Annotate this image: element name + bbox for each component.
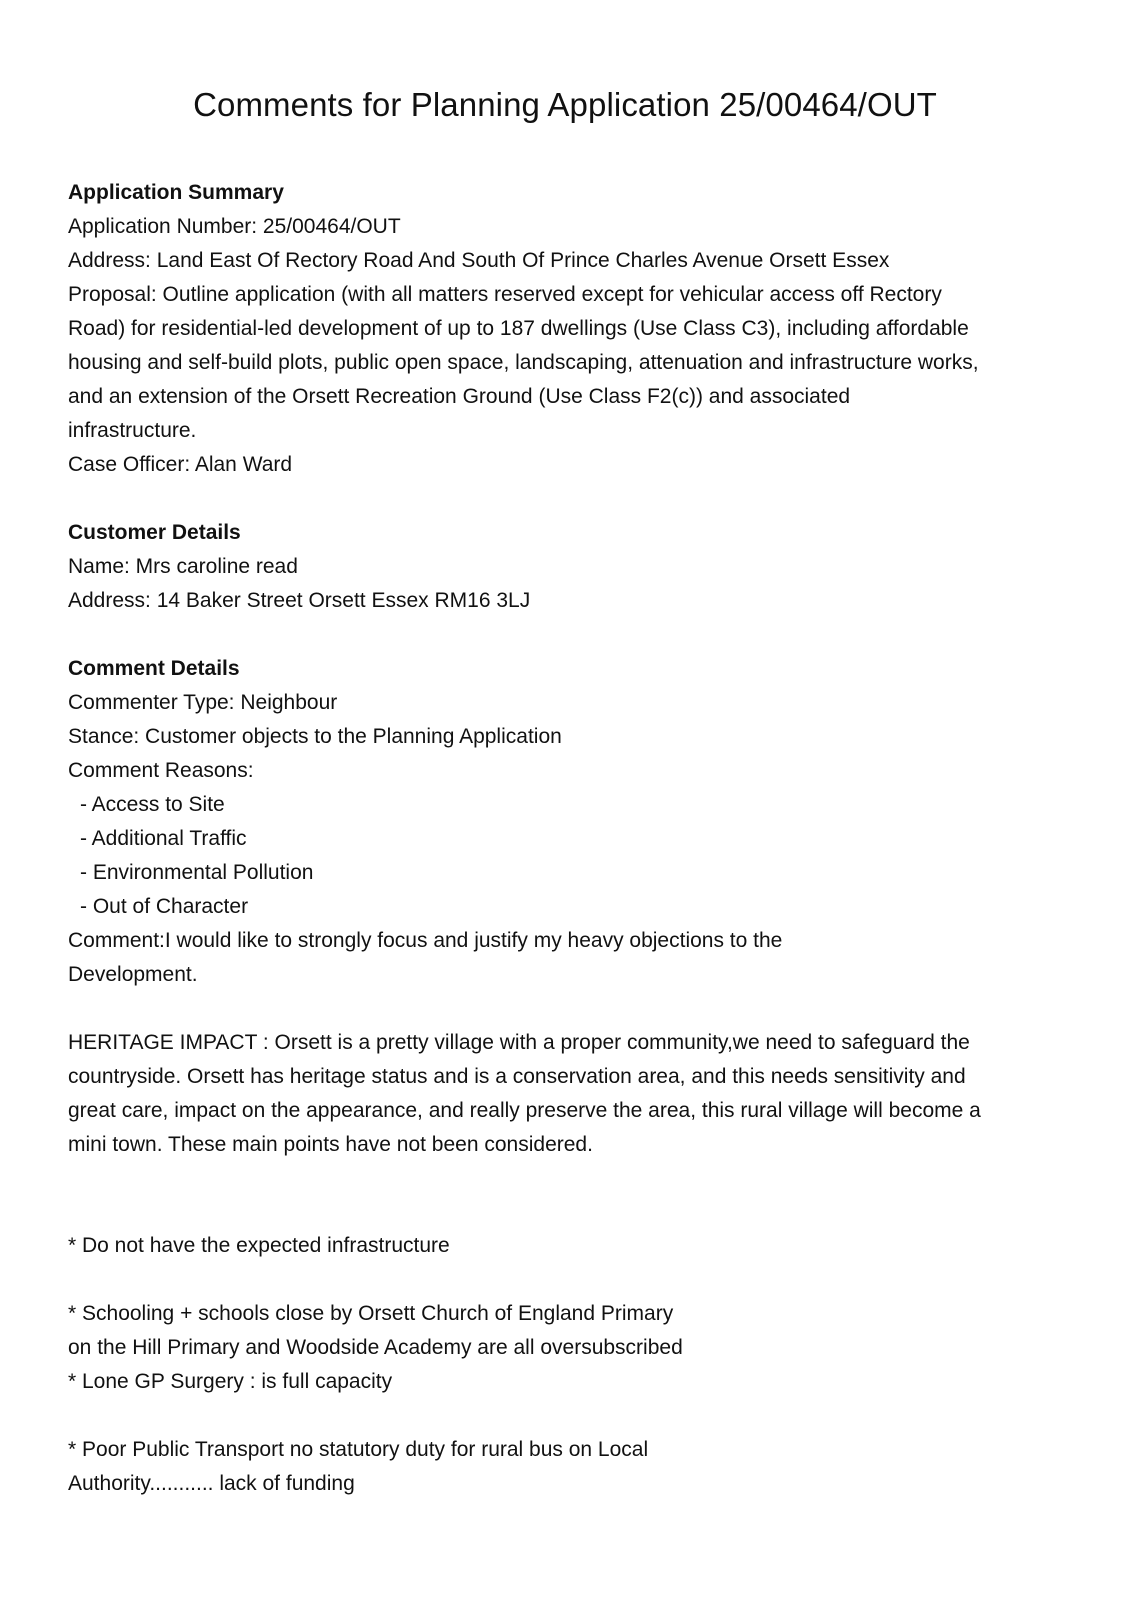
- spacer: [68, 1162, 1068, 1229]
- comment-reason-item: - Out of Character: [80, 895, 249, 918]
- application-number: Application Number: 25/00464/OUT: [68, 215, 401, 238]
- spacer: [68, 1399, 1068, 1433]
- gp-surgery-line: * Lone GP Surgery : is full capacity: [68, 1370, 393, 1393]
- customer-name: Name: Mrs caroline read: [68, 555, 298, 578]
- proposal-line: housing and self-build plots, public open space, landscaping, attenuation and infrastructure works,: [68, 351, 979, 374]
- page-title: Comments for Planning Application 25/00464/OUT: [193, 86, 937, 123]
- application-summary-heading: Application Summary: [68, 181, 284, 204]
- proposal-line: infrastructure.: [68, 419, 197, 442]
- heritage-line: mini town. These main points have not been considered.: [68, 1133, 593, 1156]
- heritage-impact-paragraph: [68, 1026, 1068, 1162]
- spacer: [68, 992, 1068, 1026]
- customer-details-heading: Customer Details: [68, 521, 241, 544]
- heritage-line: great care, impact on the appearance, and really preserve the area, this rural village will become a: [68, 1099, 981, 1122]
- heritage-line: countryside. Orsett has heritage status and is a conservation area, and this needs sensitivity and: [68, 1065, 966, 1088]
- comment-line: Development.: [68, 963, 198, 986]
- comment-reason-item: - Additional Traffic: [80, 827, 247, 850]
- spacer: [68, 482, 1068, 516]
- proposal-line: and an extension of the Orsett Recreation Ground (Use Class F2(c)) and associated: [68, 385, 851, 408]
- schooling-line: * Schooling + schools close by Orsett Church of England Primary: [68, 1302, 674, 1325]
- proposal-line: Proposal: Outline application (with all matters reserved except for vehicular access off Rectory: [68, 283, 942, 306]
- comment-details-section: [68, 652, 1068, 1501]
- spacer: [68, 1263, 1068, 1297]
- spacer: [68, 618, 1068, 652]
- heritage-line: HERITAGE IMPACT : Orsett is a pretty village with a proper community,we need to safeguard the: [68, 1031, 970, 1054]
- comment-line: Comment:I would like to strongly focus and justify my heavy objections to the: [68, 929, 783, 952]
- comment-reason-item: - Access to Site: [80, 793, 225, 816]
- transport-points: [68, 1433, 1068, 1501]
- comment-reason-item: - Environmental Pollution: [80, 861, 314, 884]
- customer-address: Address: 14 Baker Street Orsett Essex RM16 3LJ: [68, 589, 531, 612]
- application-address: Address: Land East Of Rectory Road And South Of Prince Charles Avenue Orsett Essex: [68, 249, 890, 272]
- case-officer: Case Officer: Alan Ward: [68, 453, 293, 476]
- proposal-line: Road) for residential-led development of up to 187 dwellings (Use Class C3), including affordable: [68, 317, 969, 340]
- commenter-type: Commenter Type: Neighbour: [68, 691, 338, 714]
- schooling-points: [68, 1297, 1068, 1399]
- infrastructure-point: * Do not have the expected infrastructure: [68, 1234, 450, 1257]
- stance: Stance: Customer objects to the Planning Application: [68, 725, 562, 748]
- comment-reasons-label: Comment Reasons:: [68, 759, 254, 782]
- schooling-line: on the Hill Primary and Woodside Academy are all oversubscribed: [68, 1336, 683, 1359]
- document-body: [68, 176, 1068, 1501]
- customer-details-section: [68, 516, 1068, 618]
- proposal-text: [68, 278, 1068, 448]
- transport-line: Authority........... lack of funding: [68, 1472, 355, 1495]
- transport-line: * Poor Public Transport no statutory duty for rural bus on Local: [68, 1438, 649, 1461]
- application-summary-section: [68, 176, 1068, 482]
- comment-text: [68, 924, 1068, 992]
- comment-details-heading: Comment Details: [68, 657, 240, 680]
